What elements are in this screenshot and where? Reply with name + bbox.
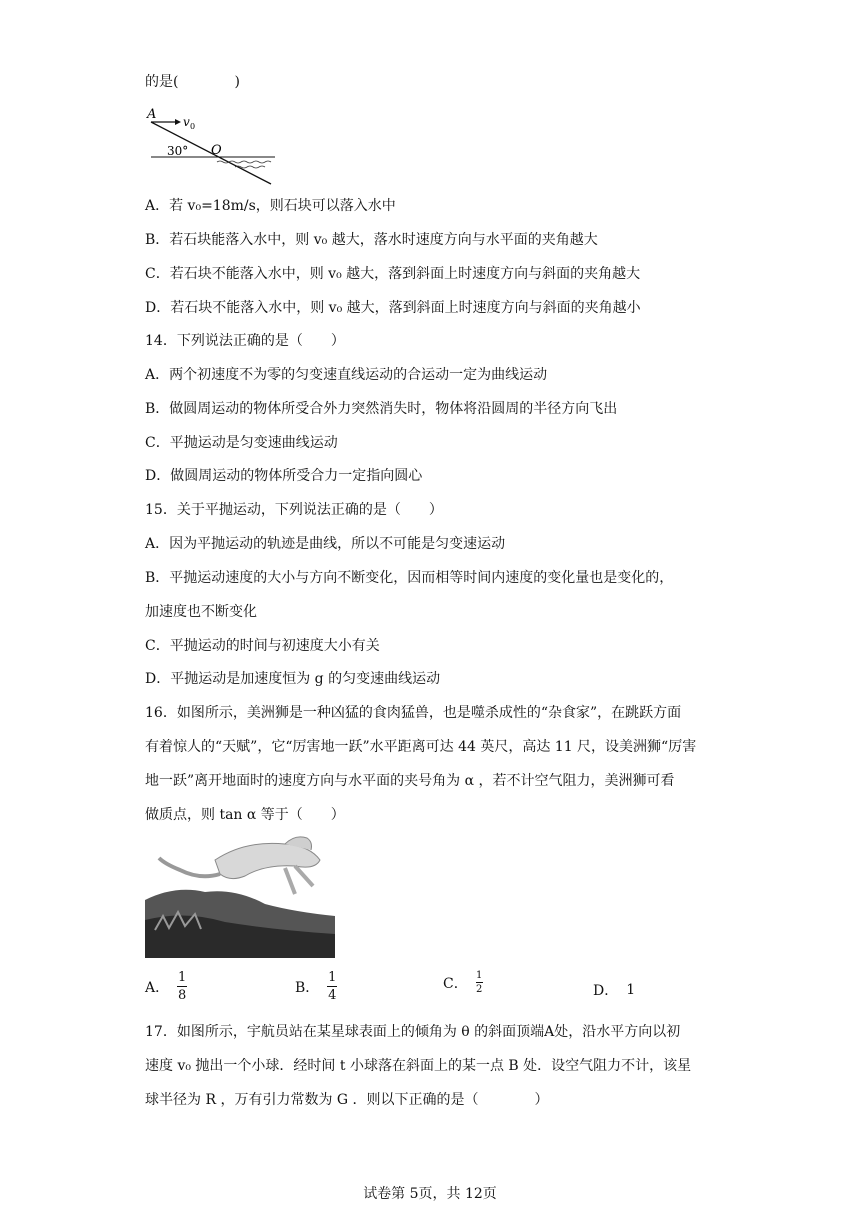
q16-option-d <box>593 980 635 1000</box>
q16-line-3: 地一跃”离开地面时的速度方向与水平面的夹号角为 α ，若不计空气阻力，美洲狮可看 <box>145 773 675 789</box>
q14-option-c: C．平抛运动是匀变速曲线运动 <box>145 435 338 451</box>
q16-option-c <box>443 970 483 995</box>
velocity-arrowhead <box>175 119 181 125</box>
q16-option-a-denominator: 8 <box>177 988 187 1003</box>
label-point-o: O <box>211 143 222 158</box>
q13-option-a: A．若 v₀=18m/s，则石块可以落入水中 <box>145 198 396 214</box>
q17-line-3: 球半径为 R ，万有引力常数为 G ．则以下正确的是（ ） <box>145 1092 549 1108</box>
q15-option-b-cont: 加速度也不断变化 <box>145 604 257 620</box>
cougar-photo <box>145 830 335 958</box>
q16-line-2: 有着惊人的“天赋”，它“厉害地一跃”水平距离可达 44 英尺，高达 11 尺，设美洲狮“厉害 <box>145 739 697 755</box>
q15-option-b: B．平抛运动速度的大小与方向不断变化，因而相等时间内速度的变化量也是变化的， <box>145 570 674 586</box>
q14-option-a: A．两个初速度不为零的匀变速直线运动的合运动一定为曲线运动 <box>145 367 548 383</box>
q16-line-4: 做质点，则 tan α 等于（ ） <box>145 807 345 823</box>
q17-line-2: 速度 v₀ 抛出一个小球．经时间 t 小球落在斜面上的某一点 B 处．设空气阻力不计，该星 <box>145 1058 692 1074</box>
label-point-a: A <box>147 107 157 122</box>
page-footer: 试卷第 5页，共 12页 <box>363 1186 497 1202</box>
q14-option-b: B．做圆周运动的物体所受合外力突然消失时，物体将沿圆周的半径方向飞出 <box>145 401 618 417</box>
q13-option-c: C．若石块不能落入水中，则 v₀ 越大，落到斜面上时速度方向与斜面的夹角越大 <box>145 266 641 282</box>
q16-line-1: 16．如图所示，美洲狮是一种凶猛的食肉猛兽，也是噬杀成性的“杂食家”，在跳跃方面 <box>145 705 682 721</box>
q16-option-b-denominator: 4 <box>328 988 337 1003</box>
q14-option-d: D．做圆周运动的物体所受合力一定指向圆心 <box>145 468 423 484</box>
q15-option-d: D．平抛运动是加速度恒为 g 的匀变速曲线运动 <box>145 671 441 687</box>
q16-option-a-numerator: 1 <box>177 970 187 985</box>
q16-option-b-label: B． <box>295 979 320 996</box>
q16-option-d-value: 1 <box>626 982 636 998</box>
q17-line-1: 17．如图所示，宇航员站在某星球表面上的倾角为 θ 的斜面顶端A处，沿水平方向以初 <box>145 1024 681 1040</box>
q13-option-d: D．若石块不能落入水中，则 v₀ 越大，落到斜面上时速度方向与斜面的夹角越小 <box>145 300 641 316</box>
q16-option-c-denominator: 2 <box>476 984 483 995</box>
q16-option-a <box>145 970 187 1003</box>
q15-option-c: C．平抛运动的时间与初速度大小有关 <box>145 638 380 654</box>
q16-option-b-fraction <box>327 970 337 1003</box>
label-v-sub: 0 <box>190 122 196 131</box>
q16-option-a-fraction <box>177 970 187 1003</box>
q13-stem-tail: 的是( ) <box>145 74 240 90</box>
slope-diagram <box>145 104 275 188</box>
q16-option-b <box>295 970 337 1003</box>
q16-option-d-label: D． <box>593 983 619 999</box>
label-angle: 30° <box>167 144 189 158</box>
q15-option-a: A．因为平抛运动的轨迹是曲线，所以不可能是匀变速运动 <box>145 536 506 552</box>
q14-stem: 14．下列说法正确的是（ ） <box>145 333 345 349</box>
q13-option-b: B．若石块能落入水中，则 v₀ 越大，落水时速度方向与水平面的夹角越大 <box>145 232 598 248</box>
q15-stem: 15．关于平抛运动，下列说法正确的是（ ） <box>145 502 443 518</box>
q16-option-b-numerator: 1 <box>328 970 337 985</box>
water-waves-1 <box>217 161 271 163</box>
q16-option-c-numerator: 1 <box>476 970 483 981</box>
q16-option-c-fraction <box>476 970 483 995</box>
q16-option-c-label: C． <box>443 975 468 992</box>
q16-option-a-label: A． <box>145 979 170 996</box>
label-v: v <box>183 115 190 129</box>
